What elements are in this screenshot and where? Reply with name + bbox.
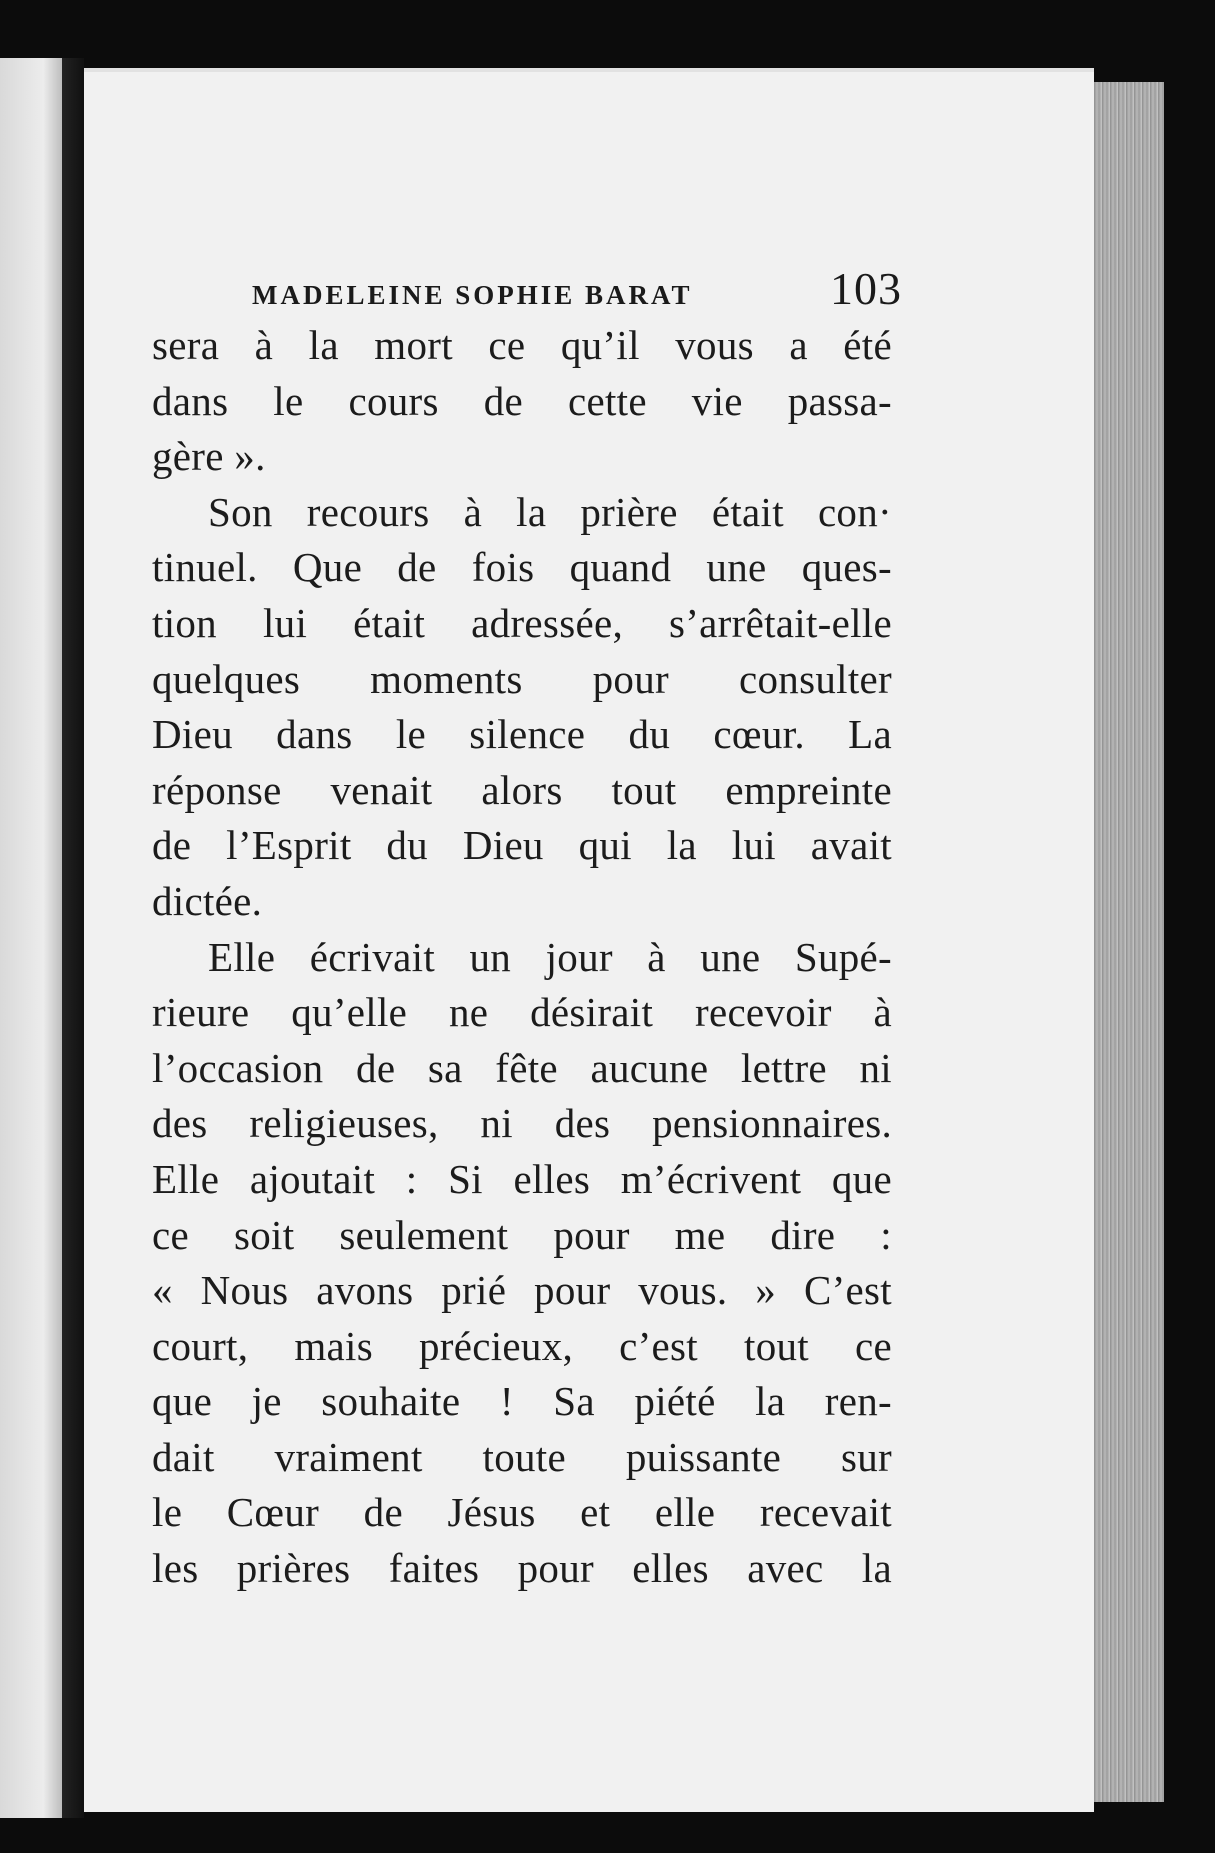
text-line: dait vraiment toute puissante sur — [152, 1433, 892, 1480]
text-line: le Cœur de Jésus et elle recevait — [152, 1489, 892, 1536]
text-line: l’occasion de sa fête aucune lettre ni — [152, 1044, 892, 1091]
text-line: Elle ajoutait : Si elles m’écrivent que — [152, 1155, 892, 1202]
page-stack-edge — [1094, 82, 1164, 1802]
text-line: que je souhaite ! Sa piété la ren- — [152, 1378, 892, 1425]
text-line: rieure qu’elle ne désirait recevoir à — [152, 989, 892, 1036]
text-line: tion lui était adressée, s’arrêtait-elle — [152, 599, 892, 646]
text-line: « Nous avons prié pour vous. » C’est — [152, 1267, 892, 1314]
text-line: Elle écrivait un jour à une Supé- — [208, 933, 892, 980]
text-line: ce soit seulement pour me dire : — [152, 1211, 892, 1258]
text-line: réponse venait alors tout empreinte — [152, 766, 892, 813]
running-title: MADELEINE SOPHIE BARAT — [252, 280, 693, 310]
page-number: 103 — [830, 263, 902, 314]
book-gutter — [62, 58, 84, 1818]
facing-page-edge — [0, 58, 62, 1818]
text-line: des religieuses, ni des pensionnaires. — [152, 1100, 892, 1147]
text-line: tinuel. Que de fois quand une ques- — [152, 544, 892, 591]
running-head — [252, 262, 902, 312]
text-line: court, mais précieux, c’est tout ce — [152, 1322, 892, 1369]
text-line: Dieu dans le silence du cœur. La — [152, 711, 892, 758]
text-line: les prières faites pour elles avec la — [152, 1545, 892, 1592]
text-line: dictée. — [152, 877, 263, 924]
text-line: gère ». — [152, 433, 266, 480]
text-line: dans le cours de cette vie passa- — [152, 377, 892, 424]
text-line: Son recours à la prière était con· — [208, 488, 892, 535]
text-line: sera à la mort ce qu’il vous a été — [152, 322, 892, 368]
text-line: de l’Esprit du Dieu qui la lui avait — [152, 822, 892, 869]
body-text — [152, 318, 892, 1597]
text-line: quelques moments pour consulter — [152, 655, 892, 702]
